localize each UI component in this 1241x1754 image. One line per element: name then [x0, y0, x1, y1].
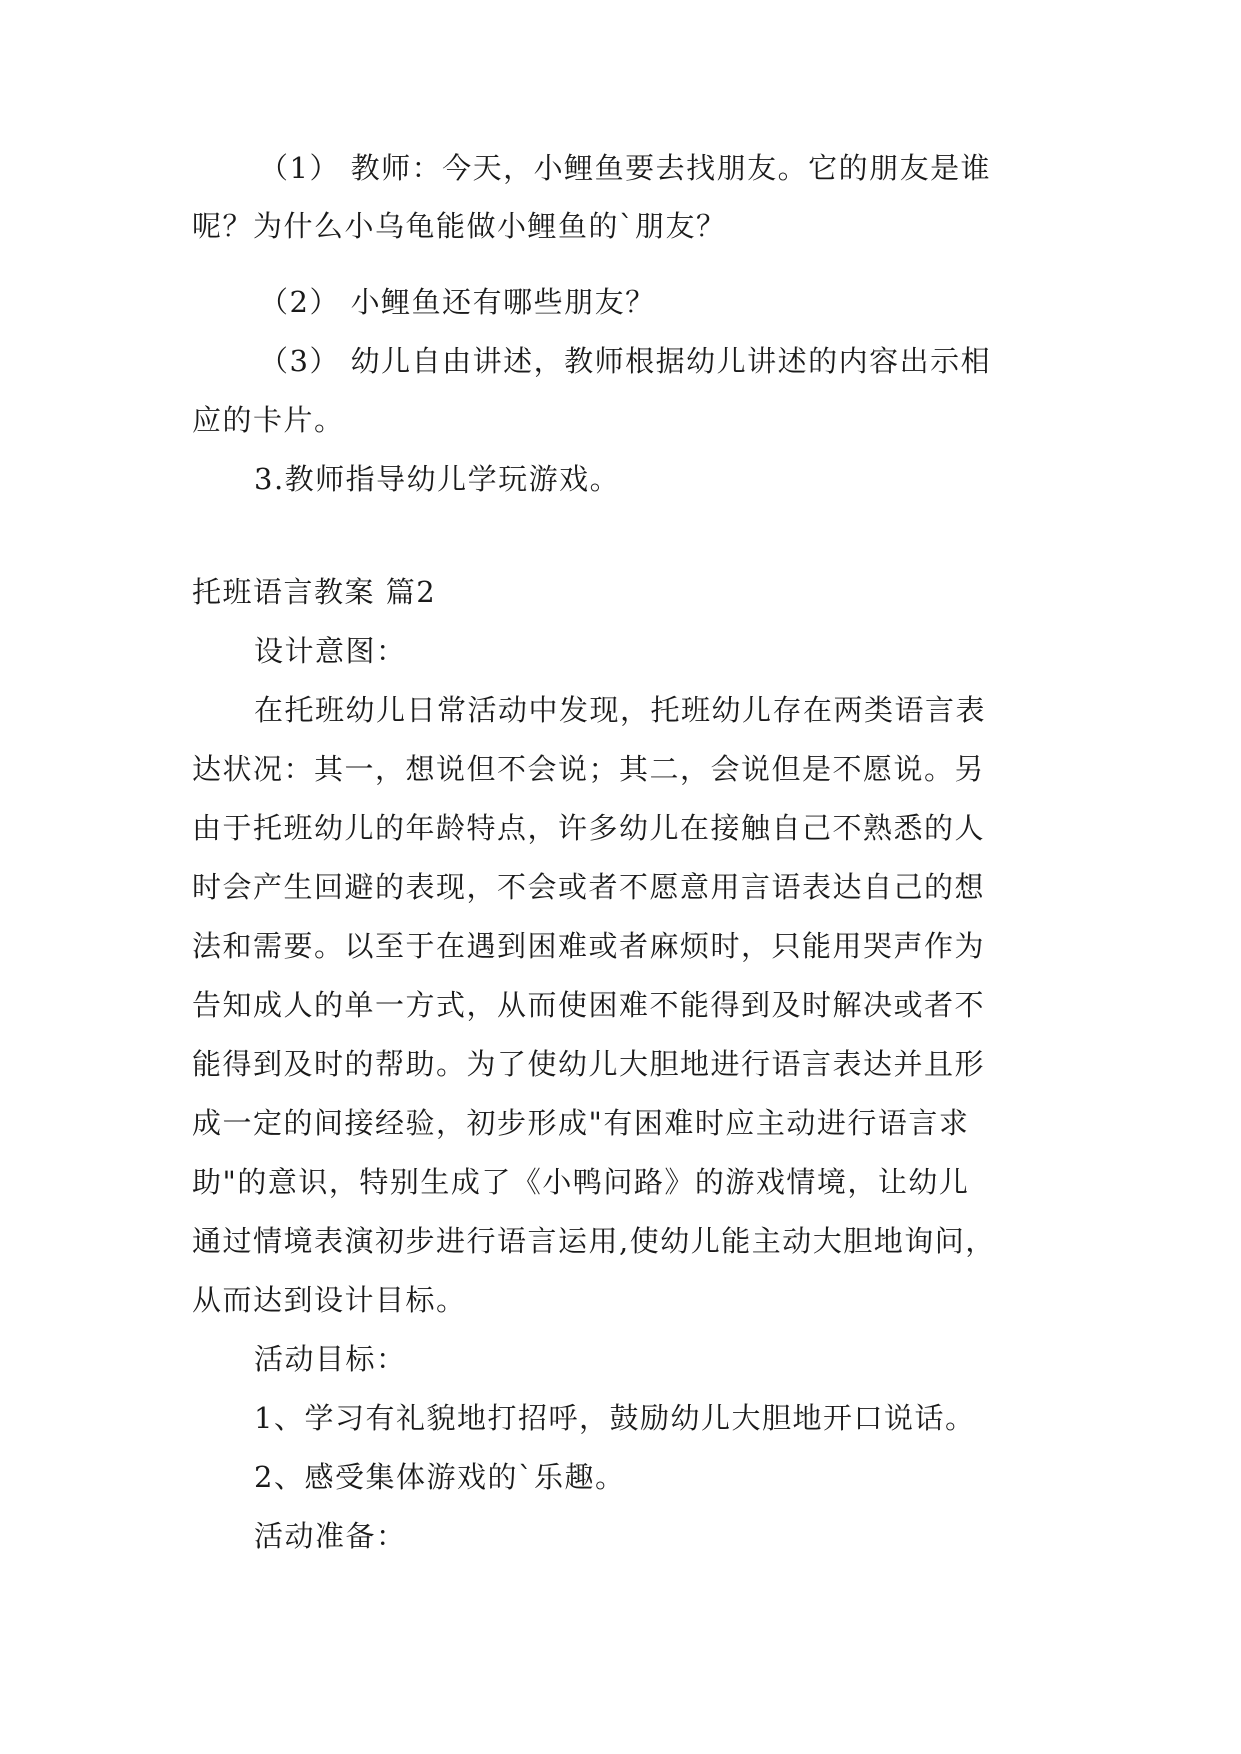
text-line: 告知成人的单一方式，从而使困难不能得到及时解决或者不 [192, 988, 986, 1022]
text-line: 达状况：其一，想说但不会说；其二，会说但是不愿说。另 [192, 752, 986, 786]
text-line: 在托班幼儿日常活动中发现，托班幼儿存在两类语言表 [254, 693, 987, 727]
text-line: 活动目标： [254, 1342, 407, 1376]
text-line: 助"的意识，特别生成了《小鸭问路》的游戏情境，让幼儿 [192, 1165, 970, 1199]
text-line: 1、学习有礼貌地打招呼，鼓励幼儿大胆地开口说话。 [254, 1401, 976, 1435]
text-line: 呢？为什么小乌龟能做小鲤鱼的`朋友？ [192, 209, 727, 243]
text-line: 法和需要。以至于在遇到困难或者麻烦时，只能用哭声作为 [192, 929, 986, 963]
text-line: 时会产生回避的表现，不会或者不愿意用言语表达自己的想 [192, 870, 986, 904]
text-line: 2、感受集体游戏的`乐趣。 [254, 1460, 626, 1494]
text-line: 由于托班幼儿的年龄特点，许多幼儿在接触自己不熟悉的人 [192, 811, 986, 845]
section-heading: 托班语言教案 篇2 [192, 575, 437, 609]
text-line: 设计意图： [254, 634, 407, 668]
text-line: 通过情境表演初步进行语言运用,使幼儿能主动大胆地询问， [192, 1224, 996, 1258]
text-line: 成一定的间接经验，初步形成"有困难时应主动进行语言求 [192, 1106, 970, 1140]
text-line: （3） 幼儿自由讲述，教师根据幼儿讲述的内容出示相 [259, 344, 992, 378]
text-line: （1） 教师：今天，小鲤鱼要去找朋友。它的朋友是谁 [259, 151, 992, 185]
text-line: （2） 小鲤鱼还有哪些朋友？ [259, 285, 656, 319]
text-line: 能得到及时的帮助。为了使幼儿大胆地进行语言表达并且形 [192, 1047, 986, 1081]
text-line: 活动准备： [254, 1519, 407, 1553]
text-line: 应的卡片。 [192, 403, 345, 437]
text-line: 3.教师指导幼儿学玩游戏。 [254, 462, 621, 496]
text-line: 从而达到设计目标。 [192, 1283, 467, 1317]
